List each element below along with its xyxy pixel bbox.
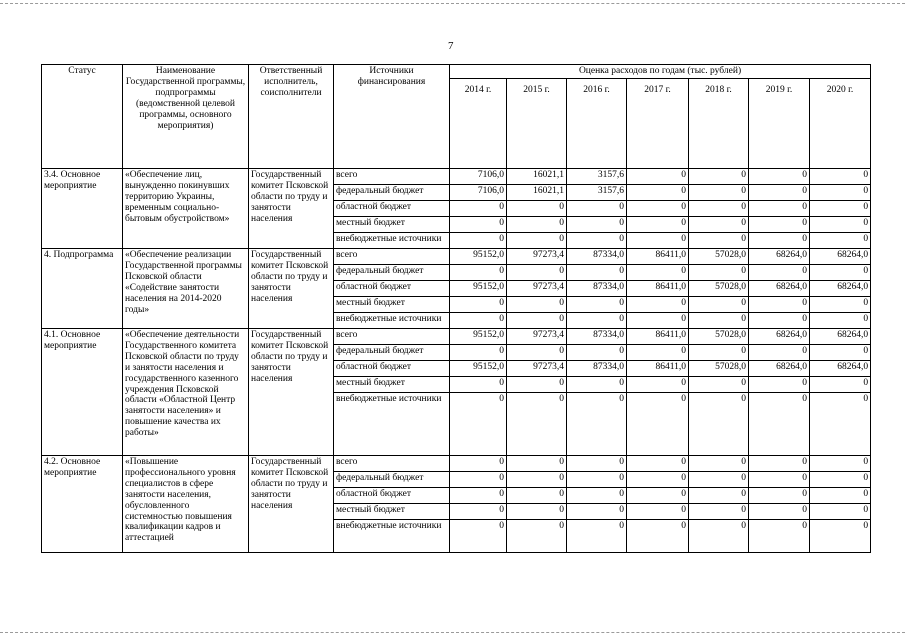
header-status: Статус (42, 65, 123, 169)
amount-cell: 0 (689, 200, 749, 216)
amount-cell: 0 (627, 376, 689, 392)
amount-cell: 0 (810, 455, 871, 471)
row-responsible: Государственный комитет Псковской области по труду и занятости населения (249, 455, 334, 552)
amount-cell: 3157,6 (567, 184, 627, 200)
row-status: 3.4. Основное мероприятие (42, 168, 123, 248)
expenditure-table (41, 64, 871, 553)
amount-cell: 0 (450, 487, 507, 503)
amount-cell: 0 (689, 344, 749, 360)
page-number: 7 (448, 40, 454, 52)
amount-cell: 57028,0 (689, 360, 749, 376)
funding-source: внебюджетные источники (334, 392, 450, 455)
funding-source: местный бюджет (334, 296, 450, 312)
amount-cell: 0 (689, 487, 749, 503)
amount-cell: 0 (810, 487, 871, 503)
amount-cell: 0 (507, 455, 567, 471)
amount-cell: 0 (627, 184, 689, 200)
amount-cell: 0 (567, 264, 627, 280)
row-name: «Обеспечение лиц, вынужденно покинувших территорию Украины, временным социально-бытовым обустройством» (123, 168, 249, 248)
funding-source: областной бюджет (334, 487, 450, 503)
amount-cell: 0 (450, 232, 507, 248)
amount-cell: 0 (450, 392, 507, 455)
funding-source: федеральный бюджет (334, 264, 450, 280)
amount-cell: 0 (749, 200, 810, 216)
amount-cell: 0 (749, 184, 810, 200)
amount-cell: 0 (567, 312, 627, 328)
scan-edge-top (0, 3, 905, 4)
amount-cell: 0 (749, 296, 810, 312)
amount-cell: 0 (749, 216, 810, 232)
amount-cell: 68264,0 (749, 280, 810, 296)
amount-cell: 97273,4 (507, 360, 567, 376)
amount-cell: 0 (689, 519, 749, 552)
amount-cell: 97273,4 (507, 248, 567, 264)
amount-cell: 0 (450, 376, 507, 392)
amount-cell: 0 (689, 471, 749, 487)
amount-cell: 0 (507, 200, 567, 216)
amount-cell: 0 (507, 312, 567, 328)
amount-cell: 0 (507, 376, 567, 392)
table-row (42, 328, 871, 344)
funding-source: федеральный бюджет (334, 184, 450, 200)
amount-cell: 0 (450, 296, 507, 312)
amount-cell: 95152,0 (450, 280, 507, 296)
amount-cell: 0 (689, 264, 749, 280)
amount-cell: 0 (749, 264, 810, 280)
amount-cell: 97273,4 (507, 280, 567, 296)
amount-cell: 0 (507, 344, 567, 360)
header-year: 2014 г. (450, 78, 507, 168)
funding-source: федеральный бюджет (334, 471, 450, 487)
amount-cell: 3157,6 (567, 168, 627, 184)
amount-cell: 0 (810, 168, 871, 184)
amount-cell: 0 (689, 168, 749, 184)
amount-cell: 57028,0 (689, 248, 749, 264)
amount-cell: 0 (450, 344, 507, 360)
amount-cell: 0 (627, 471, 689, 487)
amount-cell: 0 (689, 455, 749, 471)
header-year: 2015 г. (507, 78, 567, 168)
amount-cell: 68264,0 (810, 328, 871, 344)
amount-cell: 68264,0 (749, 360, 810, 376)
amount-cell: 0 (567, 503, 627, 519)
amount-cell: 0 (749, 376, 810, 392)
funding-source: местный бюджет (334, 216, 450, 232)
amount-cell: 0 (810, 184, 871, 200)
amount-cell: 0 (507, 232, 567, 248)
amount-cell: 0 (567, 376, 627, 392)
amount-cell: 0 (689, 503, 749, 519)
amount-cell: 0 (627, 168, 689, 184)
header-estimate: Оценка расходов по годам (тыс. рублей) (450, 65, 871, 79)
funding-source: всего (334, 455, 450, 471)
funding-source: всего (334, 168, 450, 184)
funding-source: областной бюджет (334, 360, 450, 376)
amount-cell: 0 (689, 184, 749, 200)
funding-source: федеральный бюджет (334, 344, 450, 360)
header-sources: Источники финансирования (334, 65, 450, 169)
amount-cell: 0 (810, 232, 871, 248)
row-name: «Обеспечение деятельности Государственного комитета Псковской области по труду и занятости населения и государственного казенного учреждения Псковской области «Областной Центр занятости населения» и повышение качества их работы» (123, 328, 249, 455)
amount-cell: 86411,0 (627, 360, 689, 376)
funding-source: всего (334, 328, 450, 344)
amount-cell: 0 (627, 312, 689, 328)
funding-source: внебюджетные источники (334, 312, 450, 328)
amount-cell: 0 (567, 487, 627, 503)
amount-cell: 0 (810, 312, 871, 328)
row-responsible: Государственный комитет Псковской области по труду и занятости населения (249, 168, 334, 248)
amount-cell: 0 (450, 471, 507, 487)
funding-source: внебюджетные источники (334, 519, 450, 552)
amount-cell: 87334,0 (567, 248, 627, 264)
amount-cell: 86411,0 (627, 248, 689, 264)
amount-cell: 0 (507, 487, 567, 503)
amount-cell: 68264,0 (810, 280, 871, 296)
amount-cell: 0 (507, 296, 567, 312)
amount-cell: 0 (567, 232, 627, 248)
amount-cell: 0 (627, 264, 689, 280)
amount-cell: 0 (627, 216, 689, 232)
amount-cell: 57028,0 (689, 280, 749, 296)
amount-cell: 86411,0 (627, 280, 689, 296)
amount-cell: 0 (689, 312, 749, 328)
amount-cell: 7106,0 (450, 168, 507, 184)
amount-cell: 0 (627, 344, 689, 360)
amount-cell: 0 (689, 376, 749, 392)
amount-cell: 68264,0 (749, 248, 810, 264)
header-year: 2017 г. (627, 78, 689, 168)
amount-cell: 0 (689, 296, 749, 312)
amount-cell: 87334,0 (567, 360, 627, 376)
row-status: 4.1. Основное мероприятие (42, 328, 123, 455)
table-row (42, 168, 871, 184)
amount-cell: 0 (810, 392, 871, 455)
amount-cell: 0 (627, 503, 689, 519)
amount-cell: 0 (689, 232, 749, 248)
amount-cell: 0 (507, 216, 567, 232)
table-row (42, 248, 871, 264)
amount-cell: 0 (627, 296, 689, 312)
row-name: «Обеспечение реализации Государственной программы Псковской области «Содействие занятости населения на 2014-2020 годы» (123, 248, 249, 328)
row-status: 4. Подпрограмма (42, 248, 123, 328)
row-name: «Повышение профессионального уровня специалистов в сфере занятости населения, обусловленного системностью повышения квалификации кадров и аттестацией (123, 455, 249, 552)
table-body (42, 168, 871, 552)
amount-cell: 0 (627, 200, 689, 216)
amount-cell: 16021,1 (507, 168, 567, 184)
amount-cell: 0 (627, 455, 689, 471)
funding-source: местный бюджет (334, 503, 450, 519)
amount-cell: 95152,0 (450, 328, 507, 344)
funding-source: областной бюджет (334, 200, 450, 216)
amount-cell: 87334,0 (567, 280, 627, 296)
amount-cell: 57028,0 (689, 328, 749, 344)
row-responsible: Государственный комитет Псковской области по труду и занятости населения (249, 328, 334, 455)
amount-cell: 95152,0 (450, 360, 507, 376)
amount-cell: 0 (567, 296, 627, 312)
amount-cell: 0 (749, 232, 810, 248)
amount-cell: 0 (507, 471, 567, 487)
amount-cell: 0 (810, 519, 871, 552)
amount-cell: 68264,0 (749, 328, 810, 344)
amount-cell: 68264,0 (810, 248, 871, 264)
amount-cell: 0 (749, 455, 810, 471)
amount-cell: 0 (749, 168, 810, 184)
amount-cell: 0 (627, 487, 689, 503)
amount-cell: 95152,0 (450, 248, 507, 264)
amount-cell: 0 (450, 519, 507, 552)
amount-cell: 0 (749, 471, 810, 487)
funding-source: всего (334, 248, 450, 264)
amount-cell: 0 (450, 264, 507, 280)
amount-cell: 0 (810, 471, 871, 487)
amount-cell: 0 (450, 200, 507, 216)
amount-cell: 0 (450, 455, 507, 471)
amount-cell: 0 (507, 392, 567, 455)
amount-cell: 16021,1 (507, 184, 567, 200)
amount-cell: 0 (627, 232, 689, 248)
header-year: 2016 г. (567, 78, 627, 168)
amount-cell: 87334,0 (567, 328, 627, 344)
amount-cell: 0 (810, 344, 871, 360)
amount-cell: 0 (567, 519, 627, 552)
amount-cell: 0 (689, 216, 749, 232)
amount-cell: 0 (450, 312, 507, 328)
amount-cell: 0 (749, 344, 810, 360)
header-year: 2018 г. (689, 78, 749, 168)
amount-cell: 0 (567, 216, 627, 232)
funding-source: внебюджетные источники (334, 232, 450, 248)
amount-cell: 0 (567, 344, 627, 360)
header-year: 2020 г. (810, 78, 871, 168)
amount-cell: 68264,0 (810, 360, 871, 376)
row-status: 4.2. Основное мероприятие (42, 455, 123, 552)
amount-cell: 0 (450, 216, 507, 232)
amount-cell: 0 (749, 392, 810, 455)
amount-cell: 0 (567, 455, 627, 471)
amount-cell: 0 (567, 200, 627, 216)
amount-cell: 0 (810, 264, 871, 280)
scan-edge-bottom (0, 632, 905, 633)
amount-cell: 0 (507, 264, 567, 280)
table-row (42, 455, 871, 471)
amount-cell: 0 (507, 519, 567, 552)
amount-cell: 0 (450, 503, 507, 519)
amount-cell: 0 (567, 392, 627, 455)
amount-cell: 0 (810, 216, 871, 232)
amount-cell: 0 (810, 296, 871, 312)
amount-cell: 0 (689, 392, 749, 455)
amount-cell: 0 (749, 312, 810, 328)
amount-cell: 0 (810, 200, 871, 216)
amount-cell: 0 (749, 503, 810, 519)
amount-cell: 0 (810, 503, 871, 519)
amount-cell: 7106,0 (450, 184, 507, 200)
amount-cell: 86411,0 (627, 328, 689, 344)
funding-source: местный бюджет (334, 376, 450, 392)
amount-cell: 0 (627, 392, 689, 455)
amount-cell: 0 (507, 503, 567, 519)
header-name: Наименование Государственной программы, подпрограммы (ведомственной целевой программы, основного мероприятия) (123, 65, 249, 169)
header-responsible: Ответственный исполнитель, соисполнители (249, 65, 334, 169)
row-responsible: Государственный комитет Псковской области по труду и занятости населения (249, 248, 334, 328)
amount-cell: 0 (627, 519, 689, 552)
funding-source: областной бюджет (334, 280, 450, 296)
amount-cell: 0 (749, 519, 810, 552)
amount-cell: 0 (567, 471, 627, 487)
amount-cell: 97273,4 (507, 328, 567, 344)
amount-cell: 0 (810, 376, 871, 392)
amount-cell: 0 (749, 487, 810, 503)
header-year: 2019 г. (749, 78, 810, 168)
